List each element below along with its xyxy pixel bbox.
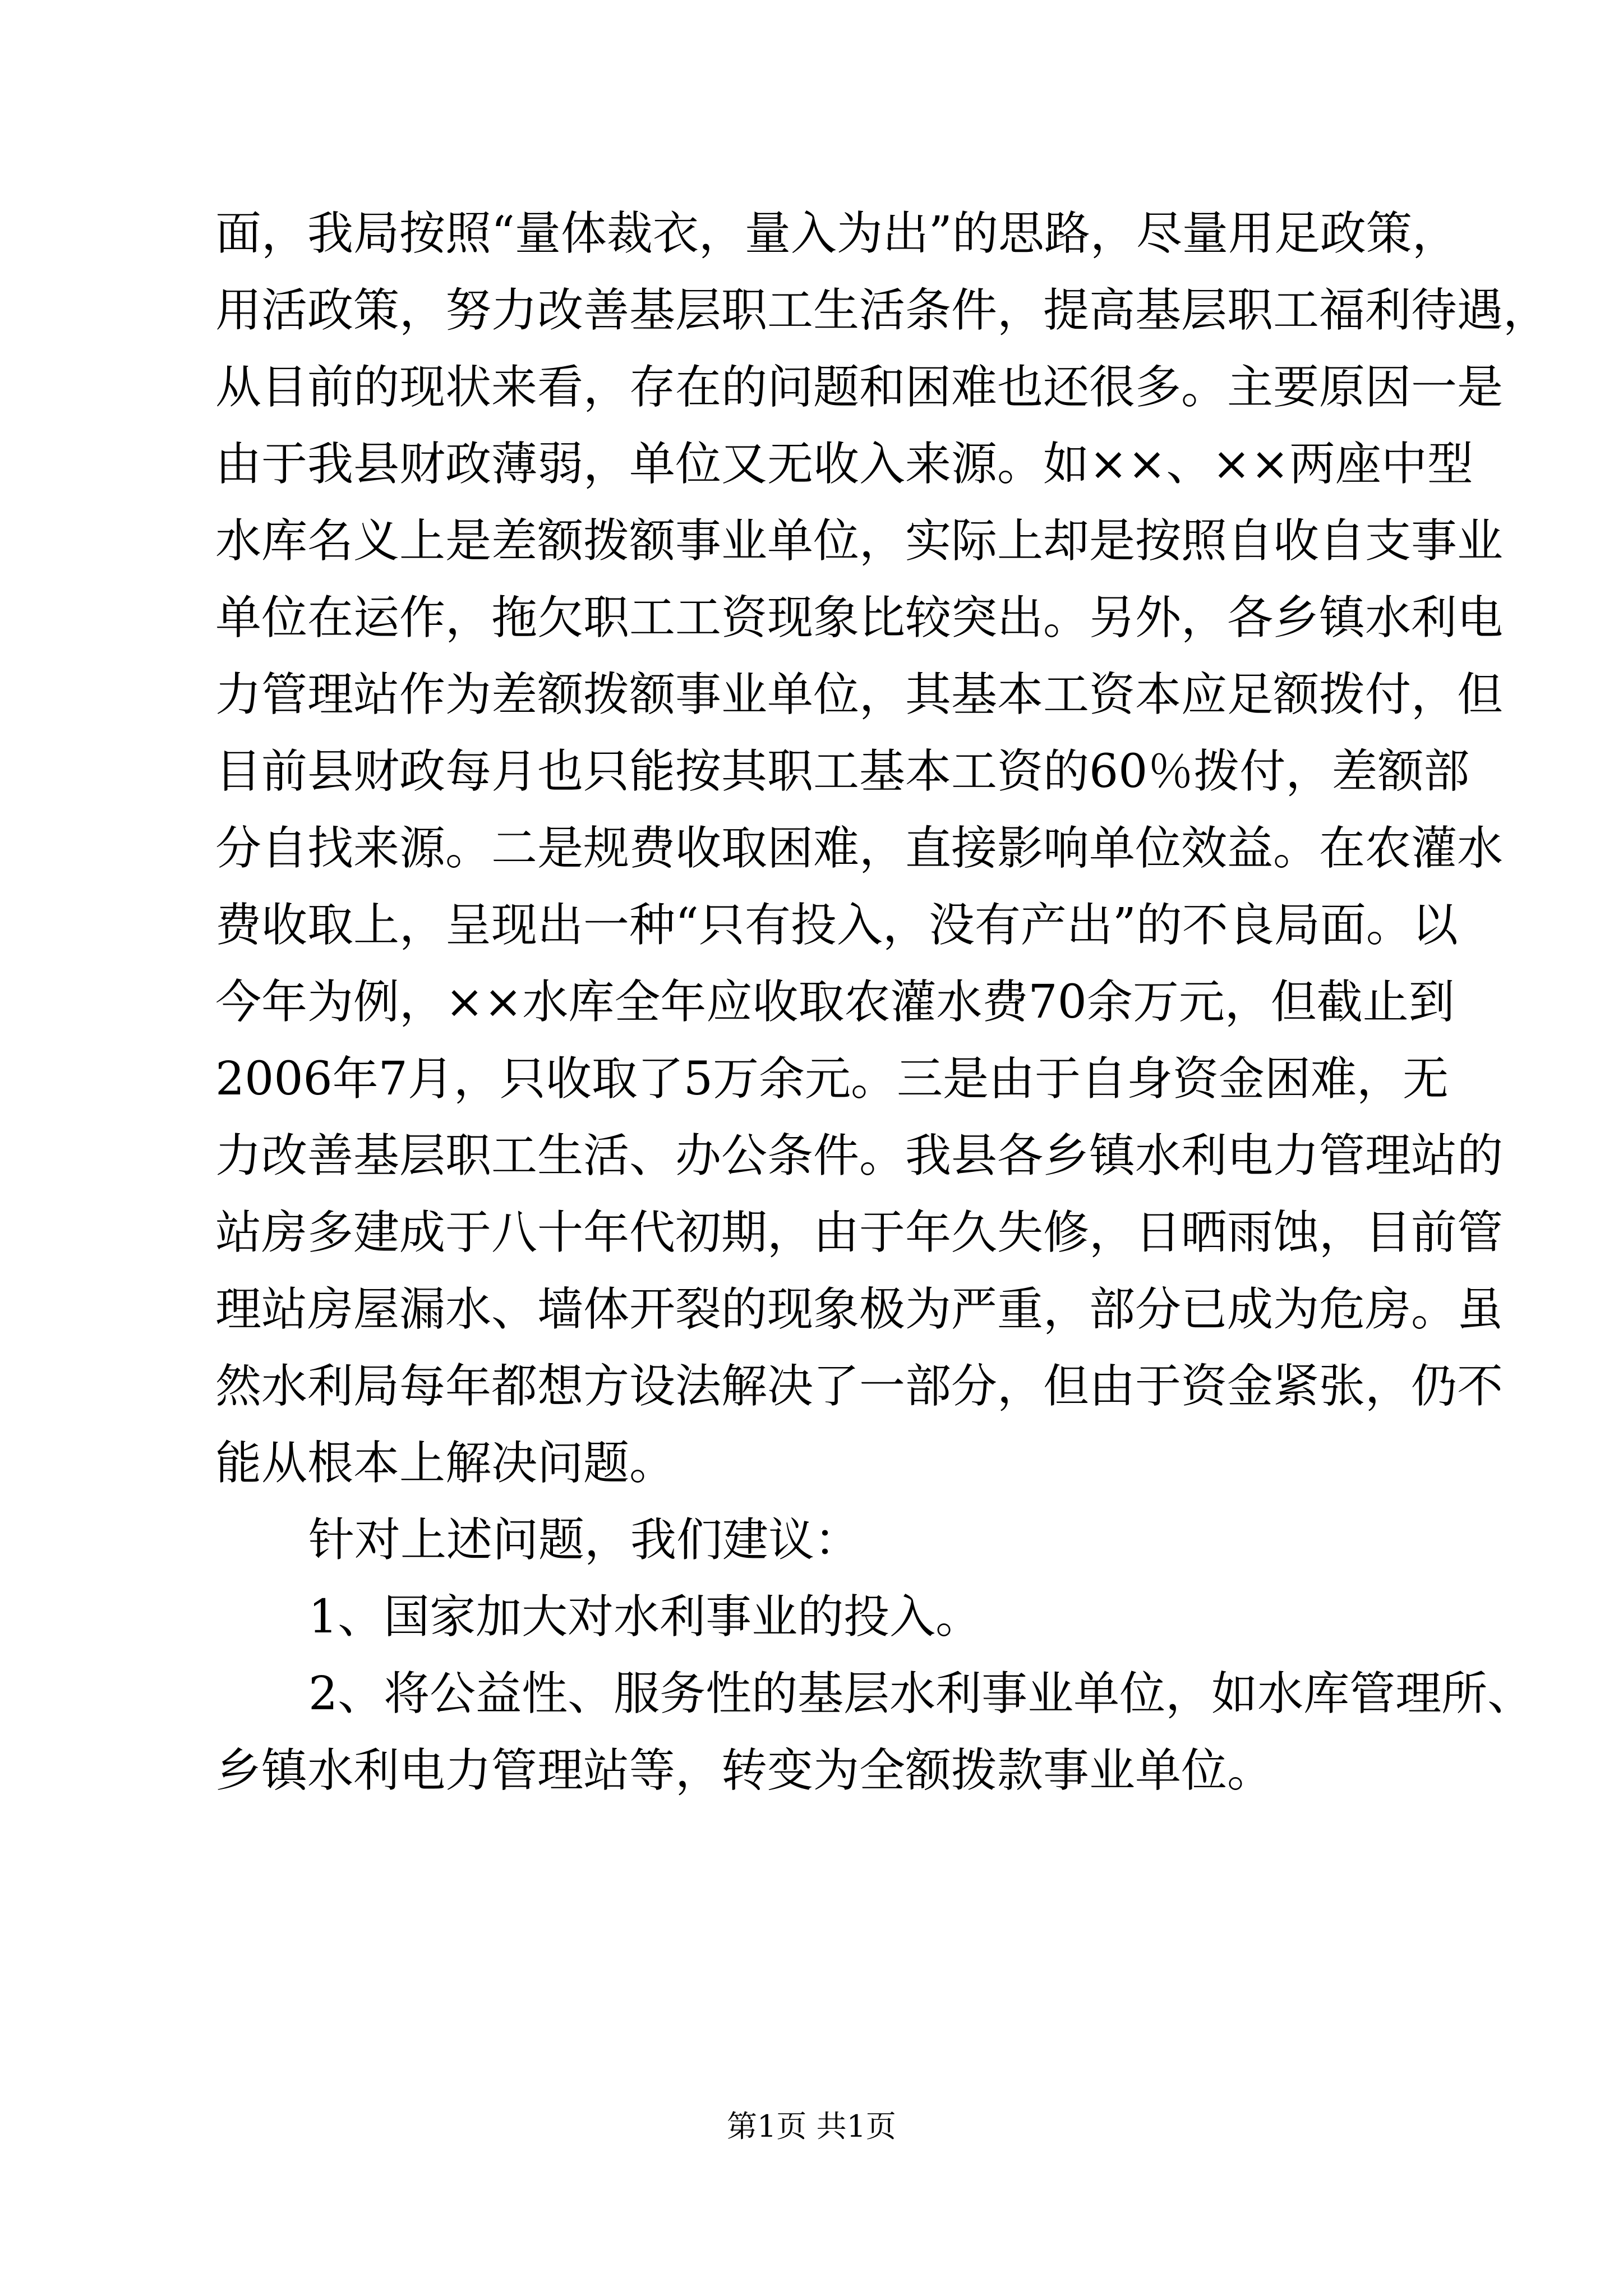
text-line: 然水利局每年都想方设法解决了一部分，但由于资金紧张，仍不 <box>215 1360 1504 1413</box>
text-line: 2006年7月，只收取了5万余元。三是由于自身资金困难，无 <box>215 1052 1449 1106</box>
document-body <box>215 195 1550 1809</box>
text-line: 目前县财政每月也只能按其职工基本工资的60％拨付，差额部 <box>215 745 1470 798</box>
text-line: 站房多建成于八十年代初期，由于年久失修，日晒雨蚀，目前管 <box>215 1206 1504 1259</box>
text-line: 能从根本上解决问题。 <box>215 1437 676 1490</box>
text-line: 2、将公益性、服务性的基层水利事业单位，如水库管理所、 <box>308 1667 1534 1720</box>
paragraph-suggestion-2 <box>215 1655 1534 1809</box>
text-line: 单位在运作，拖欠职工工资现象比较突出。另外，各乡镇水利电 <box>215 591 1504 645</box>
text-line: 用活政策，努力改善基层职工生活条件，提高基层职工福利待遇， <box>215 284 1550 337</box>
text-line: 水库名义上是差额拨额事业单位，实际上却是按照自收自支事业 <box>215 514 1504 568</box>
text-line: 理站房屋漏水、墙体开裂的现象极为严重，部分已成为危房。虽 <box>215 1283 1504 1336</box>
text-line: 面，我局按照“量体裁衣，量入为出”的思路，尽量用足政策， <box>215 207 1458 260</box>
text-line: 力管理站作为差额拨额事业单位，其基本工资本应足额拨付，但 <box>215 668 1504 721</box>
text-line: 乡镇水利电力管理站等，转变为全额拨款事业单位。 <box>215 1744 1274 1797</box>
text-line: 分自找来源。二是规费收取困难，直接影响单位效益。在农灌水 <box>215 822 1504 875</box>
text-line: 力改善基层职工生活、办公条件。我县各乡镇水利电力管理站的 <box>215 1129 1504 1182</box>
text-line: 从目前的现状来看，存在的问题和困难也还很多。主要原因一是 <box>215 361 1504 414</box>
text-line: 由于我县财政薄弱，单位又无收入来源。如××、××两座中型 <box>215 438 1473 491</box>
paragraph-suggestion-1: 1、国家加大对水利事业的投入。 <box>308 1590 982 1644</box>
paragraph-suggestion-intro: 针对上述问题，我们建议： <box>308 1513 861 1567</box>
page-footer: 第1页 共1页 <box>727 2109 896 2144</box>
text-line: 今年为例，××水库全年应收取农灌水费70余万元，但截止到 <box>215 976 1455 1029</box>
paragraph-problems <box>215 195 1550 1502</box>
text-line: 费收取上，呈现出一种“只有投入，没有产出”的不良局面。以 <box>215 899 1458 952</box>
